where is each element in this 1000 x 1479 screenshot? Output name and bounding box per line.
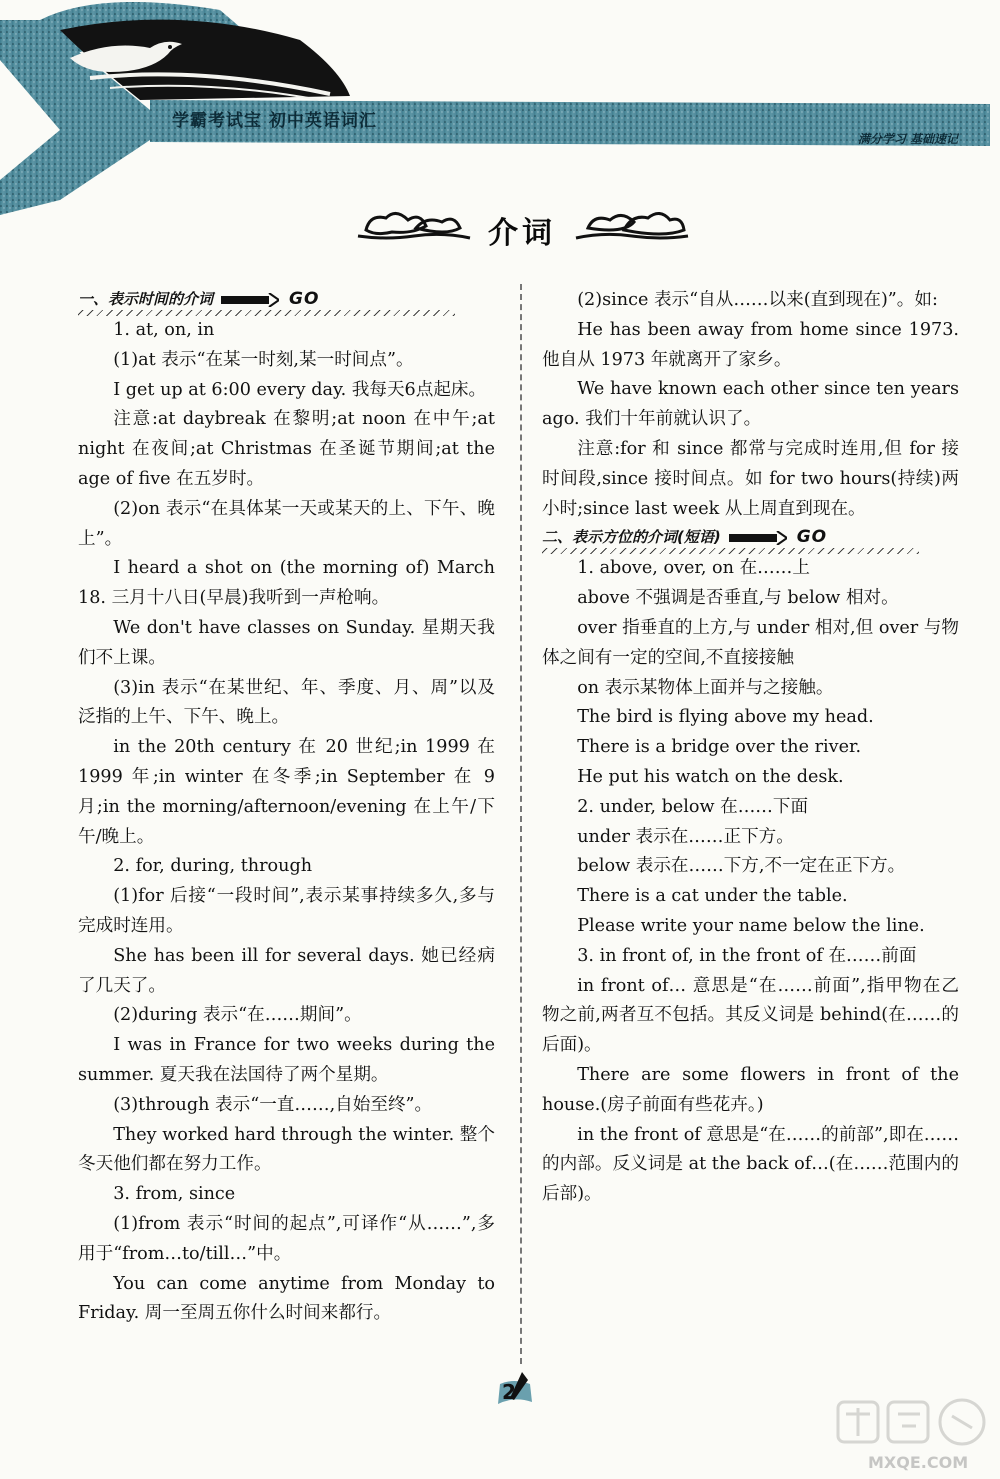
page-number-badge	[494, 1372, 536, 1408]
paragraph: I get up at 6:00 every day. 我每天6点起床。	[113, 379, 487, 400]
header-banner	[0, 0, 1000, 230]
paragraph: There is a bridge over the river.	[577, 737, 862, 758]
left-column	[78, 286, 495, 1329]
section-heading-text: 二、表示方位的介词(短语)	[542, 528, 721, 547]
paragraph: He put his watch on the desk.	[577, 766, 844, 787]
paragraph: above 不强调是否垂直,与 below 相对。	[577, 588, 899, 609]
paragraph: (1)at 表示“在某一时刻,某一时间点”。	[113, 349, 414, 370]
paragraph: (3)through 表示“一直……,自始至终”。	[113, 1094, 433, 1115]
paragraph: in front of… 意思是“在……前面”,指甲物在乙物之前,两者互不包括。其反义词是 behind(在……的后面)。	[542, 975, 959, 1056]
banner-subtitle: 满分学习 基础速记	[857, 132, 958, 146]
paragraph: 注意:at daybreak 在黎明;at noon 在中午;at night 在夜间;at Christmas 在圣诞节期间;at the age of five 在五岁时。	[78, 409, 495, 489]
go-label: GO	[289, 289, 320, 309]
paragraph: (3)in 表示“在某世纪、年、季度、月、周”以及泛指的上午、下午、晚上。	[78, 677, 495, 728]
page-title: 介词	[488, 216, 556, 251]
section-heading-text: 一、表示时间的介词	[78, 290, 214, 308]
numbered-item: 1. above, over, on 在……上	[577, 558, 810, 579]
paragraph: in the 20th century 在 20 世纪;in 1999 在 1999 年;in winter 在冬季;in September 在 9 月;in the morning/afternoon/evening 在上午/下午/晚上。	[78, 737, 495, 847]
paragraph: (2)since 表示“自从……以来(直到现在)”。如:	[577, 290, 938, 310]
paragraph: He has been away from home since 1973. 他自从 1973 年就离开了家乡。	[542, 319, 959, 370]
paragraph: They worked hard through the winter. 整个冬天他们都在努力工作。	[78, 1124, 495, 1175]
numbered-item: 3. from, since	[113, 1184, 236, 1205]
paragraph: You can come anytime from Monday to Friday. 周一至周五你什么时间来都行。	[78, 1273, 495, 1324]
paragraph: under 表示在……正下方。	[577, 826, 794, 847]
paragraph: We have known each other since ten years ago. 我们十年前就认识了。	[542, 379, 959, 430]
paragraph: (2)on 表示“在具体某一天或某天的上、下午、晚上”。	[78, 498, 495, 549]
right-column	[542, 286, 959, 1210]
watermark-logo	[828, 1396, 998, 1476]
paragraph: (1)from 表示“时间的起点”,可译作“从……”,多用于“from…to/till…”中。	[78, 1213, 495, 1264]
numbered-item: 2. under, below 在……下面	[577, 796, 809, 817]
section-heading	[542, 524, 959, 554]
banner-graphic	[0, 0, 1000, 230]
go-arrow-icon	[221, 293, 279, 307]
numbered-item: 2. for, during, through	[113, 856, 313, 877]
section-heading	[78, 286, 495, 316]
paragraph: I heard a shot on (the morning of) March 18. 三月十八日(早晨)我听到一声枪响。	[78, 558, 495, 609]
paragraph: The bird is flying above my head.	[577, 707, 874, 728]
paragraph: There is a cat under the table.	[577, 886, 848, 907]
cloud-ornament-right-icon	[574, 206, 692, 246]
paragraph: Please write your name below the line.	[577, 915, 925, 936]
paragraph: She has been ill for several days. 她已经病了几天了。	[78, 945, 495, 996]
paragraph: in the front of 意思是“在……的前部”,即在……的内部。反义词是 at the back of…(在……范围内的后部)。	[542, 1124, 959, 1205]
cloud-ornament-left-icon	[356, 206, 474, 246]
paragraph: There are some flowers in front of the house.(房子前面有些花卉。)	[542, 1064, 959, 1115]
column-divider	[520, 284, 522, 1364]
paragraph: 注意:for 和 since 都常与完成时连用,但 for 接时间段,since 接时间点。如 for two hours(持续)两小时;since last week 从上周直到现在。	[542, 438, 959, 519]
paragraph: (2)during 表示“在……期间”。	[113, 1005, 362, 1026]
paragraph: over 指垂直的上方,与 under 相对,但 over 与物体之间有一定的空间,不直接接触	[542, 617, 959, 668]
svg-text:MXQE.COM: MXQE.COM	[868, 1453, 969, 1472]
go-label: GO	[796, 527, 828, 548]
book-title: 学霸考试宝 初中英语词汇	[172, 111, 377, 131]
paragraph: (1)for 后接“一段时间”,表示某事持续多久,多与完成时连用。	[78, 886, 495, 936]
paragraph: We don't have classes on Sunday. 星期天我们不上课。	[78, 617, 495, 668]
go-arrow-icon	[729, 531, 787, 545]
paragraph: I was in France for two weeks during the summer. 夏天我在法国待了两个星期。	[78, 1035, 495, 1085]
numbered-item: 1. at, on, in	[113, 320, 215, 340]
page-number: 2	[502, 1380, 516, 1404]
numbered-item: 3. in front of, in the front of 在……前面	[577, 945, 917, 966]
paragraph: on 表示某物体上面并与之接触。	[577, 677, 834, 698]
paragraph: below 表示在……下方,不一定在正下方。	[577, 856, 906, 877]
